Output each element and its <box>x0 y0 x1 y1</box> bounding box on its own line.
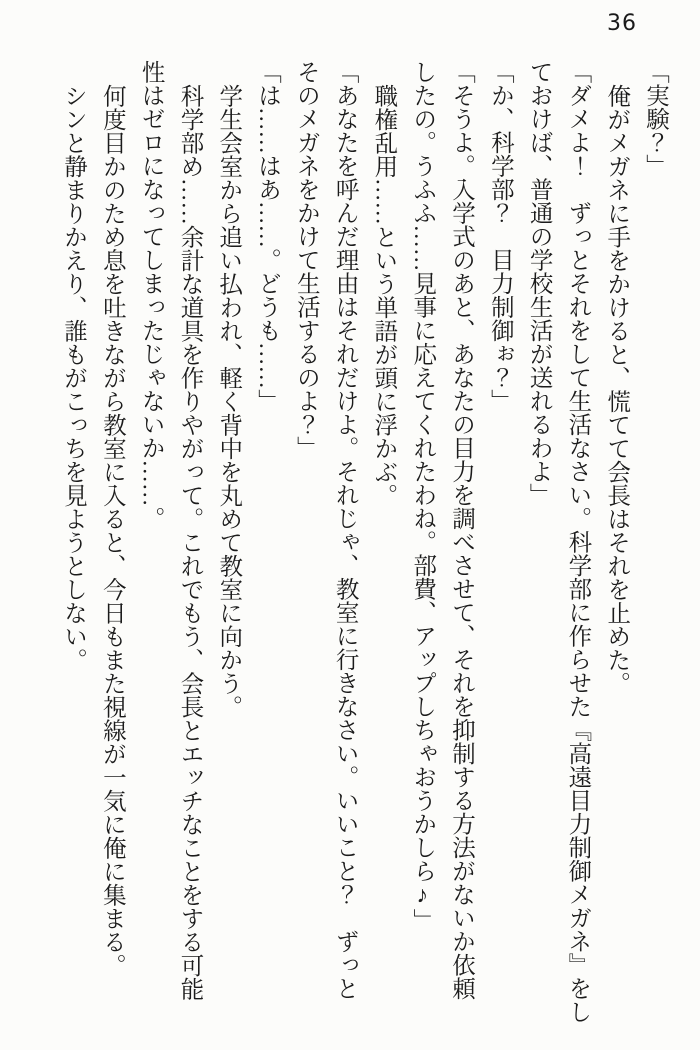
text-line: シンと静まりかえり、誰もがこっちを見ようとしない。 <box>60 83 87 671</box>
text-line: 「そうよ。入学式のあと、あなたの目力を調べさせて、それを抑制する方法がないか依頼 <box>448 60 475 1000</box>
text-line: 学生会室から追い払われ、軽く背中を丸めて教室に向かう。 <box>215 83 242 718</box>
page-text <box>53 60 674 1035</box>
text-line: 「実験？」 <box>642 60 668 178</box>
text-line: したの。うふふ……見事に応えてくれたわね。部費、アップしちゃおうかしら♪」 <box>409 60 436 932</box>
text-line: 何度目かのため息を吐きながら教室に入ると、今日もまた視線が一気に俺に集まる。 <box>98 83 125 977</box>
text-line: 「あなたを呼んだ理由はそれだけよ。それじゃ、教室に行きなさい。いいこと？ ずっと <box>331 60 358 1000</box>
page-number: 36 <box>607 11 637 36</box>
text-line: 俺がメガネに手をかけると、慌てて会長はそれを止めた。 <box>603 83 630 695</box>
text-line: 「は……はあ……。どうも……」 <box>254 60 281 413</box>
text-line: ておけば、普通の学校生活が送れるわよ」 <box>525 60 552 507</box>
text-line: そのメガネをかけて生活するのよ？」 <box>292 60 319 460</box>
text-line: 「ダメよ！ ずっとそれをして生活なさい。科学部に作らせた『高遠目力制御メガネ』をし <box>564 60 591 1024</box>
text-line: 「か、科学部？ 目力制御ぉ？」 <box>486 60 513 413</box>
text-line: 科学部め……余計な道具を作りやがって。これでもう、会長とエッチなことをする可能 <box>176 83 203 1000</box>
text-line: 性はゼロになってしまったじゃないか……。 <box>137 60 164 530</box>
text-line: 職権乱用……という単語が頭に浮かぶ。 <box>370 83 397 507</box>
